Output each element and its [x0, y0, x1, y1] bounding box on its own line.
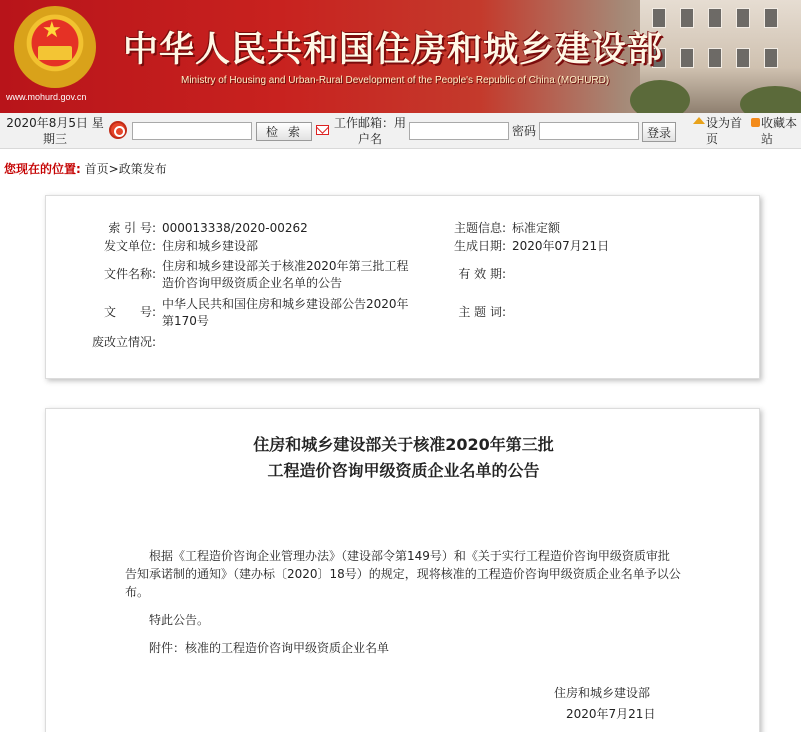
mail-icon [316, 125, 329, 135]
attachment-line[interactable]: 附件：核准的工程造价咨询甲级资质企业名单 [149, 641, 390, 655]
sign-date: 2020年7月21日 [566, 707, 656, 721]
work-email-username-label: 工作邮箱：用 户名 [333, 116, 406, 146]
document-number-value: 中华人民共和国住房和城乡建设部公告2020年 第170号 [162, 297, 409, 328]
top-toolbar [0, 113, 801, 149]
search-button[interactable]: 检索 [256, 122, 312, 141]
issuer-label: 发文单位: [103, 239, 156, 253]
breadcrumb-current-link[interactable]: 政策发布 [118, 162, 167, 176]
issuer-value: 住房和城乡建设部 [162, 239, 259, 253]
file-name-label: 文件名称: [103, 267, 156, 281]
breadcrumb-separator: > [108, 162, 119, 176]
keywords-label: 主 题 词: [458, 305, 506, 319]
topic-label: 主题信息: [453, 221, 506, 235]
breadcrumb [4, 160, 167, 177]
signer: 住房和城乡建设部 [554, 686, 651, 700]
document-metadata-panel [45, 195, 760, 379]
login-button[interactable]: 登录 [642, 122, 676, 142]
index-number-label: 索 引 号: [108, 221, 156, 235]
site-subtitle-en: Ministry of Housing and Urban-Rural Development of the People's Republic of China (MOHURD) [181, 75, 610, 86]
index-number-value: 000013338/2020-00262 [162, 221, 308, 235]
current-date: 2020年8月5日 星 期三 [6, 116, 104, 146]
bookmark-icon[interactable] [751, 118, 760, 127]
breadcrumb-label: 您现在的位置: [4, 162, 81, 176]
generated-date-label: 生成日期: [453, 239, 506, 253]
search-icon[interactable] [109, 121, 127, 139]
validity-label: 有 效 期: [458, 267, 506, 281]
building-photo [640, 0, 801, 113]
password-label: 密码 [512, 124, 537, 138]
set-homepage-link[interactable]: 设为首 页 [706, 116, 743, 146]
username-input[interactable] [409, 122, 509, 140]
site-header-banner [0, 0, 801, 113]
closing-statement: 特此公告。 [149, 613, 210, 627]
document-paragraph: 根据《工程造价咨询企业管理办法》（建设部令第149号）和《关于实行工程造价咨询甲级资质审批 告知承诺制的通知》（建办标〔2020〕18号）的规定，现将核准的工程造价咨询甲级资质企业名单予以公 布。 [125, 549, 681, 599]
national-emblem-icon: ★ [14, 6, 96, 88]
document-number-label: 文 号: [103, 305, 156, 319]
bookmark-site-link[interactable]: 收藏本 站 [761, 116, 798, 146]
site-title: 中华人民共和国住房和城乡建设部 [123, 30, 664, 70]
site-url: www.mohurd.gov.cn [6, 92, 87, 102]
generated-date-value: 2020年07月21日 [512, 239, 610, 253]
document-content-panel [45, 408, 760, 732]
password-input[interactable] [539, 122, 639, 140]
file-name-value: 住房和城乡建设部关于核准2020年第三批工程 造价咨询甲级资质企业名单的公告 [162, 259, 409, 290]
document-title-line2: 工程造价咨询甲级资质企业名单的公告 [267, 461, 540, 480]
topic-value: 标准定额 [512, 221, 561, 235]
status-label: 废改立情况: [91, 335, 156, 349]
document-title-line1: 住房和城乡建设部关于核准2020年第三批 [253, 435, 554, 454]
search-input[interactable] [132, 122, 252, 140]
breadcrumb-home-link[interactable]: 首页 [84, 162, 109, 176]
home-icon[interactable] [693, 117, 705, 124]
